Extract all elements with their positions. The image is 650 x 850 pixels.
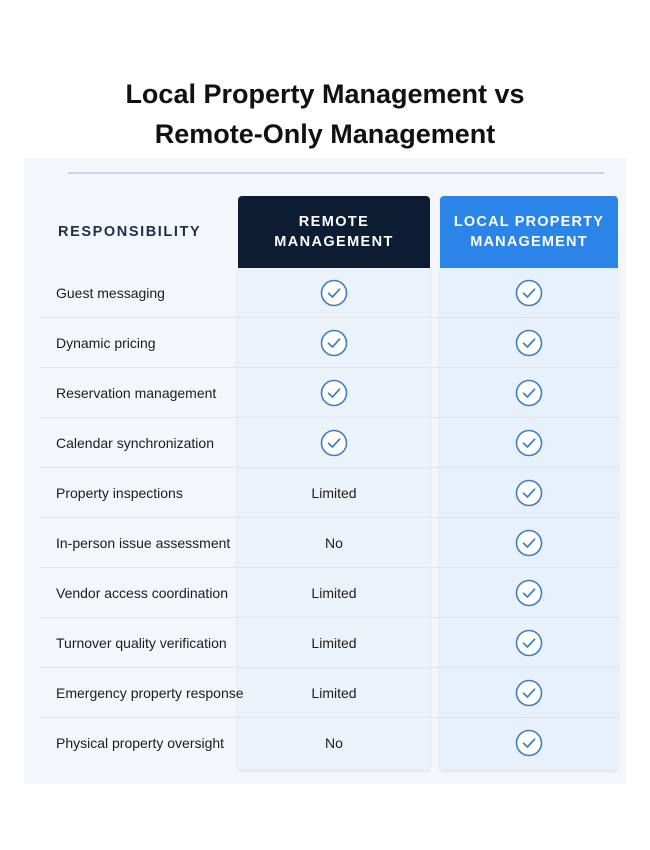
- table-row: [40, 268, 618, 318]
- responsibility-label: Dynamic pricing: [56, 335, 156, 351]
- responsibility-label: Property inspections: [56, 485, 183, 501]
- remote-cell: [238, 418, 430, 468]
- local-cell: [440, 418, 618, 468]
- table-row: [40, 568, 618, 618]
- local-cell: [440, 718, 618, 768]
- check-circle-icon: [515, 529, 543, 557]
- check-circle-icon: [515, 579, 543, 607]
- responsibility-label: Guest messaging: [56, 285, 165, 301]
- table-row: [40, 468, 618, 518]
- table-row: [40, 618, 618, 668]
- table-row: [40, 368, 618, 418]
- remote-cell: [238, 368, 430, 418]
- divider: [68, 172, 604, 174]
- local-cell: [440, 668, 618, 718]
- responsibility-label: Emergency property response: [56, 685, 244, 701]
- table-row: [40, 668, 618, 718]
- remote-status-text: No: [325, 735, 343, 751]
- responsibility-label: In-person issue assessment: [56, 535, 231, 551]
- check-circle-icon: [515, 729, 543, 757]
- remote-cell: [238, 568, 430, 618]
- table-row: [40, 518, 618, 568]
- remote-cell: [238, 318, 430, 368]
- responsibility-label: Reservation management: [56, 385, 217, 401]
- local-cell: [440, 268, 618, 318]
- responsibility-label: Calendar synchronization: [56, 435, 214, 451]
- local-cell: [440, 368, 618, 418]
- check-circle-icon: [515, 679, 543, 707]
- remote-status-text: Limited: [311, 635, 357, 651]
- remote-cell: [238, 518, 430, 568]
- local-cell: [440, 468, 618, 518]
- check-circle-icon: [515, 379, 543, 407]
- comparison-table-body: [40, 268, 618, 768]
- remote-cell: [238, 468, 430, 518]
- responsibility-label: Turnover quality verification: [56, 635, 227, 651]
- remote-status-text: No: [325, 535, 343, 551]
- table-row: [40, 718, 618, 768]
- check-circle-icon: [515, 629, 543, 657]
- check-circle-icon: [515, 329, 543, 357]
- check-circle-icon: [515, 429, 543, 457]
- local-cell: [440, 518, 618, 568]
- remote-status-text: Limited: [311, 485, 357, 501]
- remote-cell: [238, 268, 430, 318]
- remote-management-header: REMOTE MANAGEMENT: [238, 196, 430, 268]
- remote-cell: [238, 618, 430, 668]
- remote-status-text: Limited: [311, 685, 357, 701]
- check-circle-icon: [515, 479, 543, 507]
- local-cell: [440, 618, 618, 668]
- title-line-2: Remote-Only Management: [154, 119, 496, 149]
- remote-cell: [238, 718, 430, 768]
- table-header: [40, 196, 618, 268]
- check-circle-icon: [320, 329, 348, 357]
- responsibility-label: Vendor access coordination: [56, 585, 228, 601]
- local-cell: [440, 318, 618, 368]
- table-row: [40, 418, 618, 468]
- local-cell: [440, 568, 618, 618]
- page-title: [0, 74, 650, 154]
- check-circle-icon: [515, 279, 543, 307]
- local-management-header: LOCAL PROPERTY MANAGEMENT: [440, 196, 618, 268]
- check-circle-icon: [320, 429, 348, 457]
- remote-cell: [238, 668, 430, 718]
- check-circle-icon: [320, 279, 348, 307]
- check-circle-icon: [320, 379, 348, 407]
- remote-status-text: Limited: [311, 585, 357, 601]
- responsibility-label: Physical property oversight: [56, 735, 225, 751]
- responsibility-header: RESPONSIBILITY: [58, 224, 202, 240]
- title-line-1: Local Property Management vs: [125, 79, 525, 109]
- table-row: [40, 318, 618, 368]
